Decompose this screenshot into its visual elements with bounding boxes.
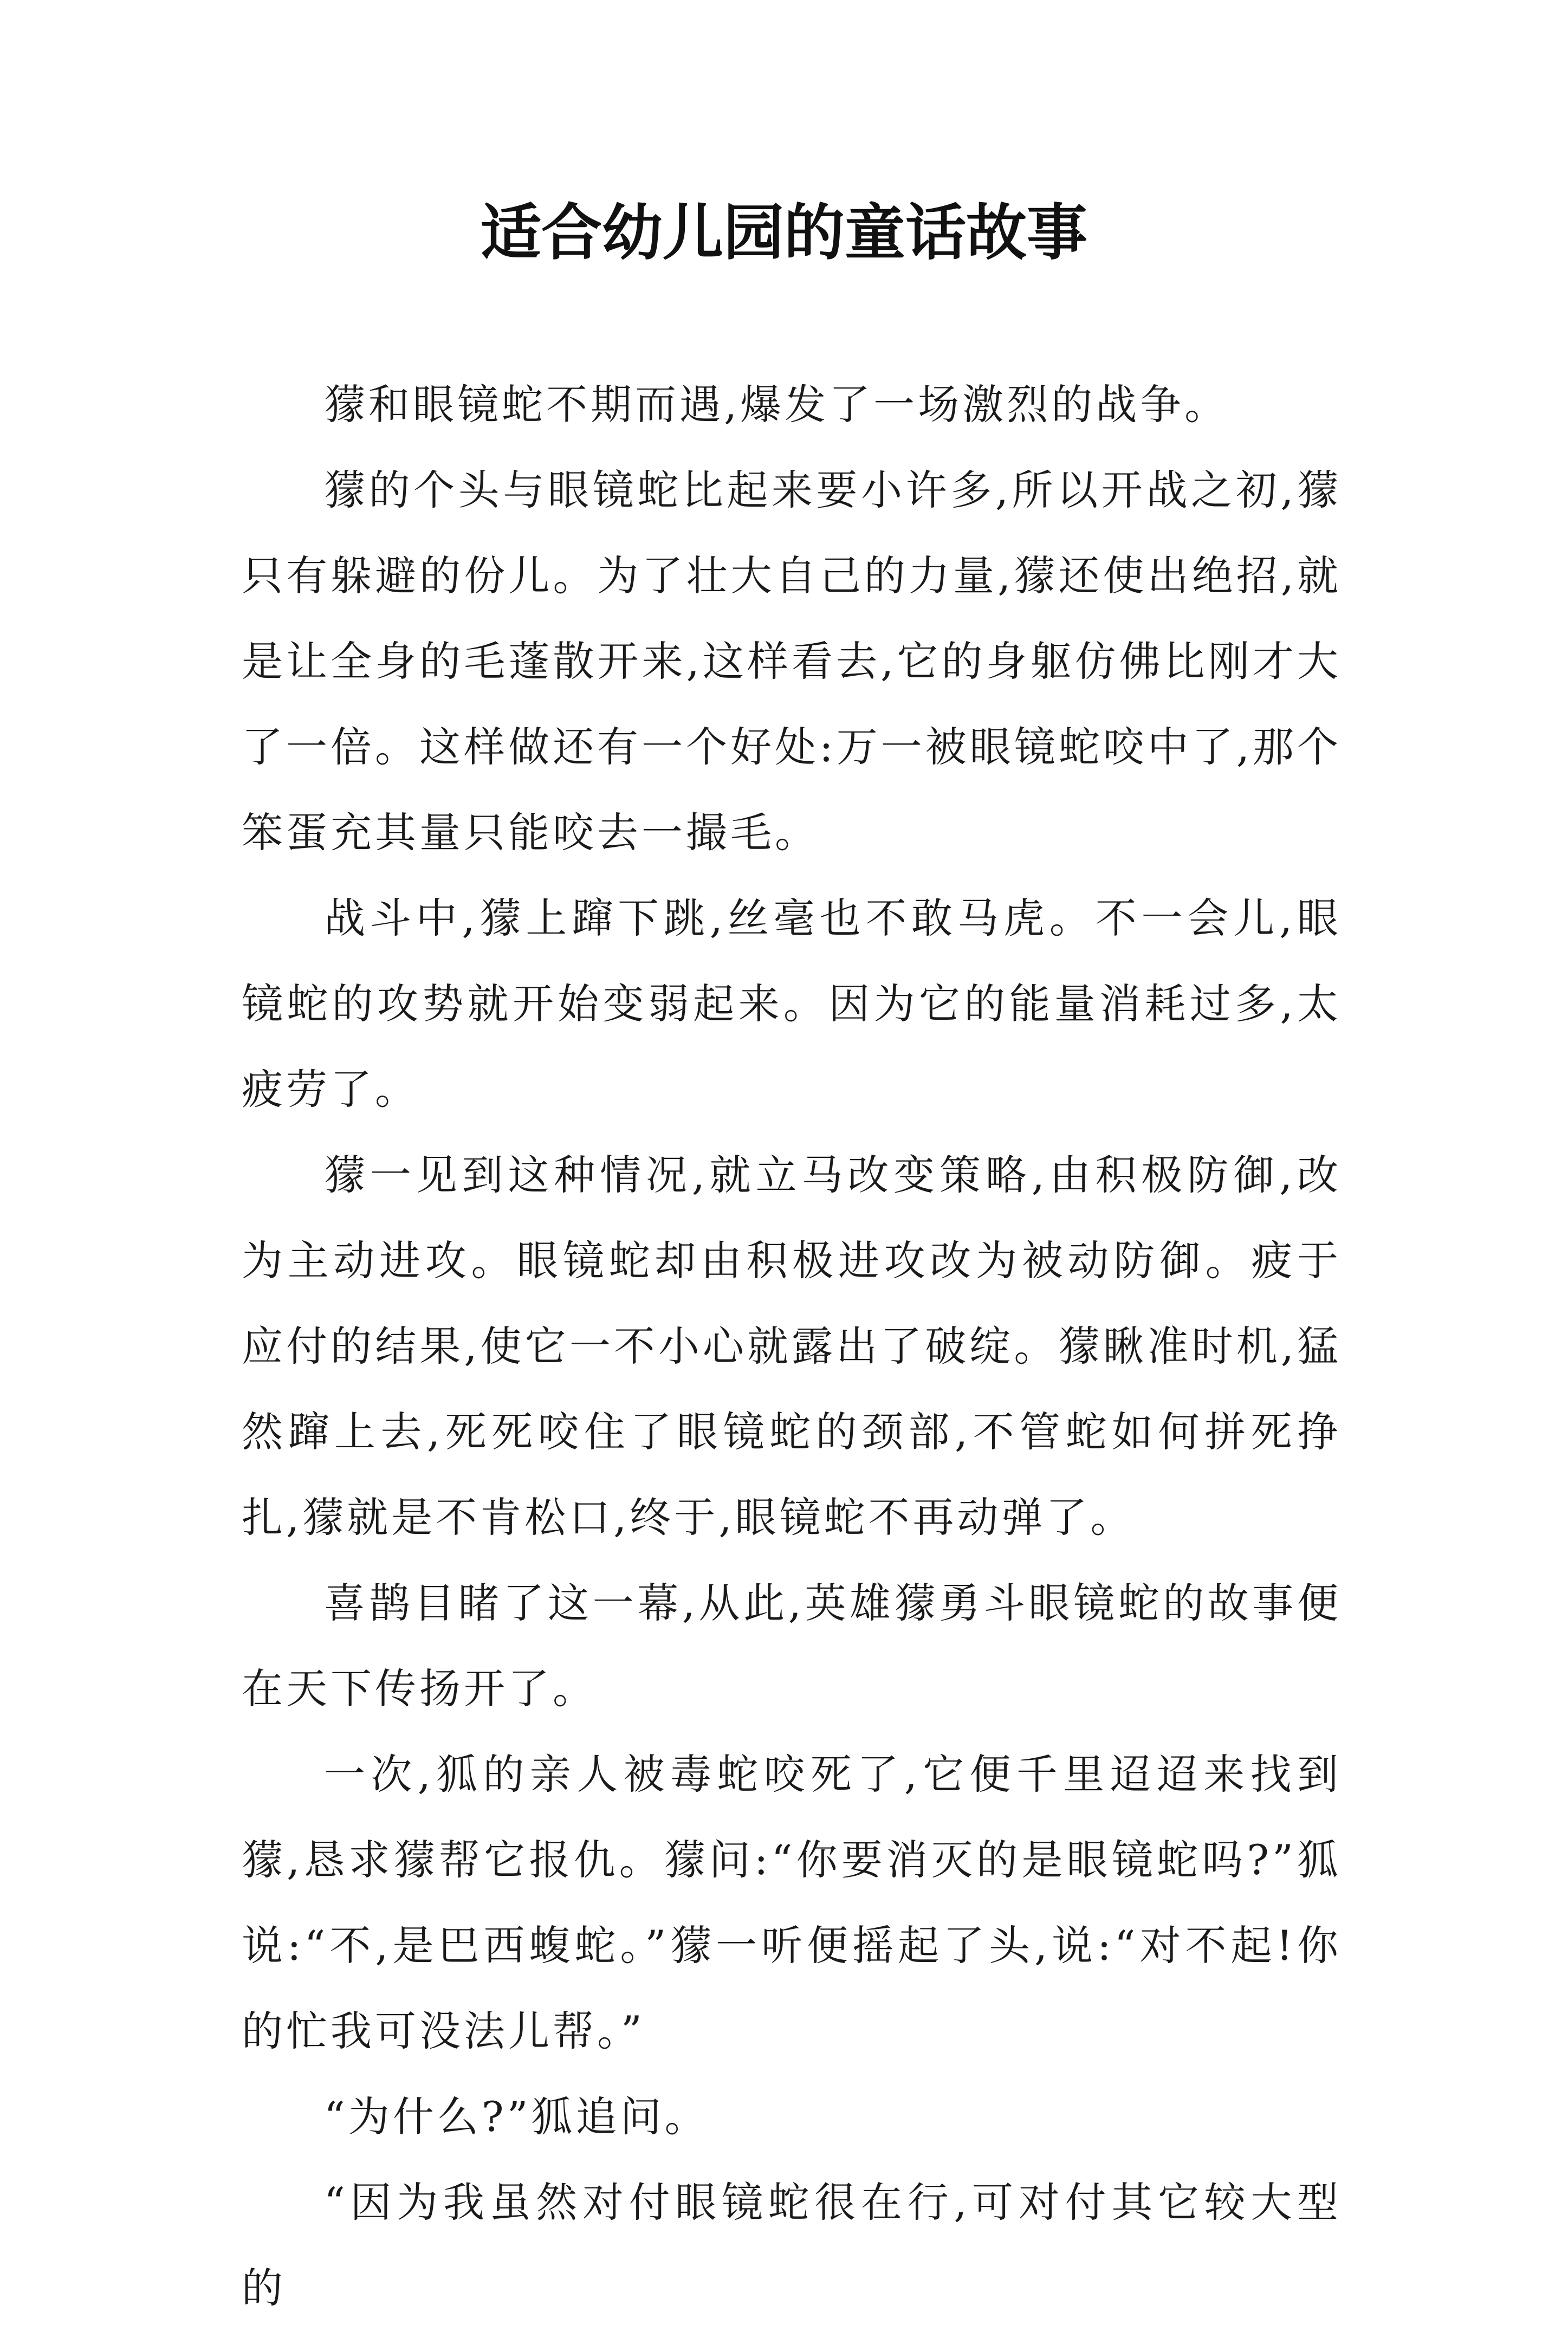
paragraph: 獴一见到这种情况,就立马改变策略,由积极防御,改为主动进攻。眼镜蛇却由积极进攻改为被动防御。疲于应付的结果,使它一不小心就露出了破绽。獴瞅准时机,猛然蹿上去,死死咬住了眼镜蛇的颈部,不管蛇如何拼死挣扎,獴就是不肯松口,终于,眼镜蛇不再动弹了。 <box>242 1151 1342 1542</box>
paragraph: 獴和眼镜蛇不期而遇,爆发了一场激烈的战争。 <box>324 380 1229 429</box>
paragraph: 战斗中,獴上蹿下跳,丝毫也不敢马虎。不一会儿,眼镜蛇的攻势就开始变弱起来。因为它的能量消耗过多,太疲劳了。 <box>242 894 1342 1113</box>
paragraph: “因为我虽然对付眼镜蛇很在行,可对付其它较大型的 <box>242 2178 1342 2312</box>
paragraph: 喜鹊目睹了这一幕,从此,英雄獴勇斗眼镜蛇的故事便在天下传扬开了。 <box>242 1579 1342 1713</box>
paragraph: 獴的个头与眼镜蛇比起来要小许多,所以开战之初,獴只有躲避的份儿。为了壮大自己的力量,獴还使出绝招,就是让全身的毛蓬散开来,这样看去,它的身躯仿佛比刚才大了一倍。这样做还有一个好处:万一被眼镜蛇咬中了,那个笨蛋充其量只能咬去一撮毛。 <box>242 466 1342 857</box>
paragraph: “为什么?”狐追问。 <box>324 2093 709 2141</box>
paragraph: 一次,狐的亲人被毒蛇咬死了,它便千里迢迢来找到獴,恳求獴帮它报仇。獴问:“你要消灭的是眼镜蛇吗?”狐说:“不,是巴西蝮蛇。”獴一听便摇起了头,说:“对不起!你的忙我可没法儿帮。” <box>242 1750 1342 2055</box>
document-body <box>242 362 1342 2331</box>
document-title: 适合幼儿园的童话故事 <box>481 197 1087 268</box>
